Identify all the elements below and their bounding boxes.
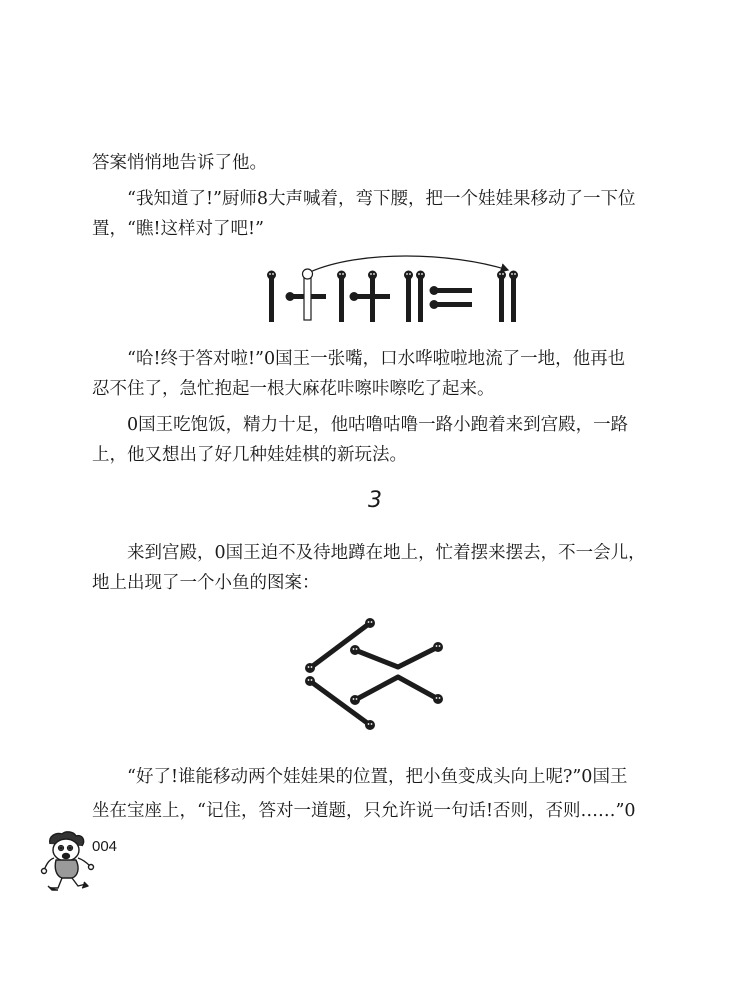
matchstick-equation-figure	[250, 248, 540, 328]
page-number: 004	[92, 838, 118, 855]
paragraph-5-line-1: 来到宫殿，0国王迫不及待地蹲在地上，忙着摆来摆去，不一会儿，	[127, 543, 646, 563]
paragraph-2-line-1: “我知道了!”厨师8大声喊着，弯下腰，把一个娃娃果移动了一下位	[127, 189, 636, 209]
paragraph-4-line-2: 上，他又想出了好几种娃娃棋的新玩法。	[92, 445, 407, 465]
paragraph-3-line-1: “哈!终于答对啦!”0国王一张嘴，口水哗啦啦地流了一地，他再也	[127, 349, 626, 369]
paragraph-2-line-2: 置，“瞧!这样对了吧!”	[92, 219, 264, 239]
move-arrow	[310, 256, 508, 272]
paragraph-6-line-1: “好了!谁能移动两个娃娃果的位置，把小鱼变成头向上呢?”0国王	[127, 767, 628, 787]
running-king-icon	[40, 830, 96, 896]
paragraph-1: 答案悄悄地告诉了他。	[92, 153, 267, 173]
section-number: 3	[368, 488, 382, 513]
paragraph-3-line-2: 忍不住了，急忙抱起一根大麻花咔嚓咔嚓吃了起来。	[92, 379, 495, 399]
paragraph-4-line-1: 0国王吃饱饭，精力十足，他咕噜咕噜一路小跑着来到宫殿，一路	[127, 415, 629, 435]
fish-figure	[290, 605, 460, 735]
paragraph-5-line-2: 地上出现了一个小鱼的图案：	[92, 573, 320, 593]
paragraph-6-line-2: 坐在宝座上，“记住，答对一道题，只允许说一句话!否则，否则……”0	[92, 801, 636, 821]
